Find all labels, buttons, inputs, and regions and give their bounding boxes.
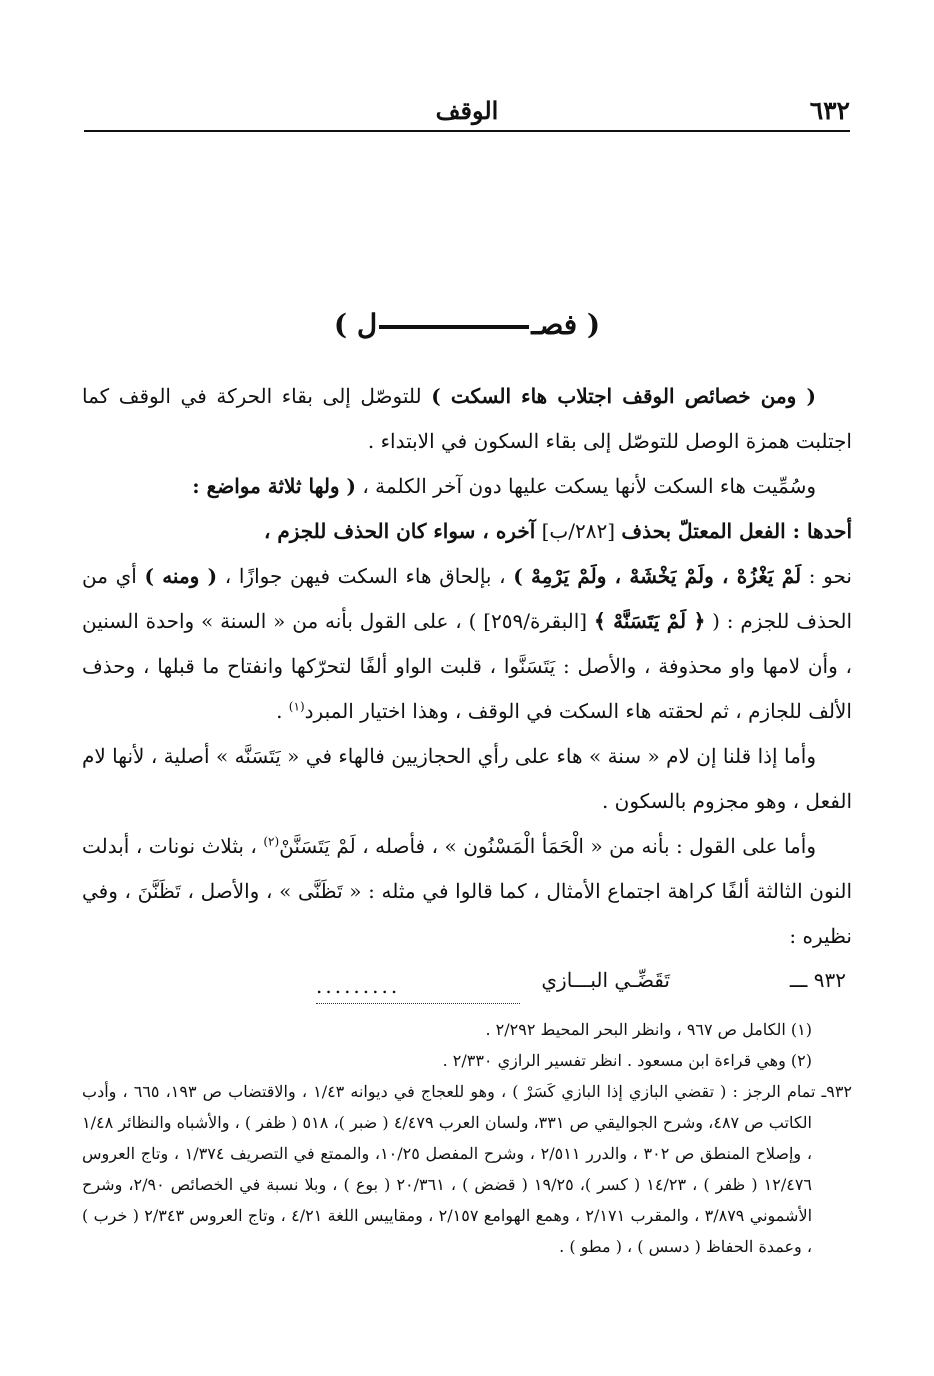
paragraph-4 [82,554,852,734]
p2-bold: ( ولها ثلاثة مواضع : [192,474,356,498]
p3-bold-1: أحدها : الفعل المعتلّ بحذف [621,519,852,543]
heading-word-end: ل [356,308,378,341]
page-number: ٦٣٢ [809,96,850,125]
verse-ellipsis: ......... [316,974,401,998]
paragraph-5: وأما إذا قلنا إن لام « سنة » هاء على رأي الحجازيين فالهاء في « يَتَسَنَّه » أصلية ، لأنها لام الفعل ، وهو مجزوم بالسكون . [82,744,852,813]
verse-number: ٩٣٢ ـــ [789,968,846,992]
footnote-1: (١) الكامل ص ٩٦٧ ، وانظر البحر المحيط ٢/٢٩٢ . [485,1020,812,1039]
section-heading [0,308,934,341]
page-header [84,96,850,132]
heading-open-paren: ( [586,308,601,341]
p2-text: وسُمِّيت هاء السكت لأنها يسكت عليها دون آخر الكلمة ، [356,474,816,498]
verse-dotted-rule [316,1003,520,1004]
heading-kashida-line [379,325,529,329]
p1-rest: للتوصّل إلى بقاء الحركة في الوقف كما اجتلبت همزة الوصل للتوصّل إلى بقاء السكون في الابتداء . [82,384,852,453]
p4-footnote-ref: (١) [288,699,305,714]
paragraph-3 [82,509,852,554]
p4-end: . [276,699,289,723]
p4-quran-quote: ﴿ لَمْ يَتَسَنَّهْ ﴾ [593,609,706,633]
verse-line [84,968,850,1002]
p4-bold-1: لَمْ يَغْزُهْ ، ولَمْ يَخْشَهْ ، ولَمْ يَرْمِهْ ) [513,564,802,588]
paragraph-2 [82,464,852,509]
paragraph-1 [82,374,852,464]
p6-text-1: وأما على القول : بأنه من « الْحَمَأ الْمَسْنُون » ، فأصله ، لَمْ يَتَسَنَّنْ [279,834,816,858]
p4-text-1: نحو : [801,564,852,588]
p1-bold: ( ومن خصائص الوقف اجتلاب هاء السكت ) [431,384,816,408]
p4-text-2: ، بإلحاق هاء السكت فيهن جوازًا ، [217,564,514,588]
paragraph-6 [82,824,852,959]
heading-close-paren: ) [333,308,348,341]
p4-text-4: [البقرة/٢٥٩] ) ، على القول بأنه من « السنة » واحدة السنين ، وأن لامها واو محذوفة ، والأصل : يَتَسَنَّوا ، قلبت الواو ألفًا لتحرّكها وانفتاح ما قبلها ، وحذف الألف للجازم ، ثم لحقته هاء السكت في الوقف ، وهذا اختيار المبرد [82,609,852,723]
p4-text-3: أي من الحذف للجزم : ( [82,564,853,633]
p6-text-2: ، بثلاث نونات ، أبدلت النون الثالثة ألفًا كراهة اجتماع الأمثال ، كما قالوا في مثله : « تَظَنَّى » ، والأصل ، تَظَنَّنَ ، وفي نظيره : [82,834,852,948]
footnote-verse-932: ٩٣٢ـ تمام الرجز : ( تقضي البازي إذا البازي كَسَرْ ) ، وهو للعجاج في ديوانه ١/٤٣ ، والاقتضاب ص ١٩٣، ٦٦٥ ، وأدب الكاتب ص ٤٨٧، وشرح الجواليقي ص ٣٣١، ولسان العرب ٤/٤٧٩ ( ضبر )، ٥١٨ ( ظفر ) ، والأشباه والنظائر ١/٤٨ ، وإصلاح المنطق ص ٣٠٢ ، والدرر ٢/٥١١ ، وشرح المفصل ١٠/٢٥، والممتع في التصريف ١/٣٧٤ ، وتاج العروس ١٢/٤٧٦ ( ظفر ) ، ١٤/٢٣ ( كسر )، ١٩/٢٥ ( قضض ) ، ٢٠/٣٦١ ( بوع ) ، وبلا نسبة في الخصائص ٢/٩٠، وشرح الأشموني ٣/٨٧٩ ، والمقرب ٢/١٧١ ، وهمع الهوامع ٢/١٥٧ ، ومقاييس اللغة ٤/٢١ ، وتاج العروس ٢/٣٤٣ ( خرب ) ، وعمدة الحفاظ ( دسس ) ، ( مطو ) . [82,1082,852,1256]
running-title: الوقف [435,96,499,125]
p6-footnote-ref: (٢) [263,834,280,849]
p3-bold-2: آخره ، سواء كان الحذف للجزم ، [263,519,536,543]
heading-word-start: فصـ [531,308,578,341]
p3-manuscript-ref: [٢٨٢/ب] [535,519,622,543]
main-text [82,374,852,959]
p4-bold-2: ( ومنه ) [144,564,218,588]
footnote-2: (٢) وهي قراءة ابن مسعود . انظر تفسير الرازي ٢/٣٣٠ . [442,1051,812,1070]
footnotes [82,1014,852,1262]
verse-text: تَقَضِّـي البـــازي [541,968,670,992]
